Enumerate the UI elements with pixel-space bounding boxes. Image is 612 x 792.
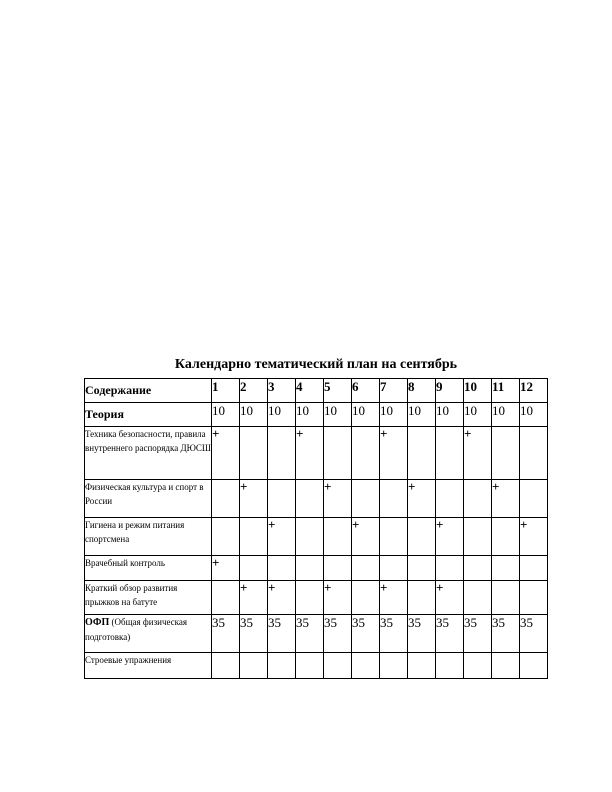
table-cell (520, 480, 548, 518)
table-cell: 10 (436, 403, 464, 427)
table-cell: 35 (240, 615, 268, 653)
row-label-bold: ОФП (85, 617, 110, 628)
header-day-cell: 6 (352, 379, 380, 403)
table-cell: 35 (212, 615, 240, 653)
table-cell: + (408, 480, 436, 518)
table-cell (464, 581, 492, 615)
table-cell (380, 556, 408, 581)
header-day-cell: 10 (464, 379, 492, 403)
row-label-rest: (Общая физическая подготовка) (85, 617, 188, 642)
table-cell (492, 581, 520, 615)
table-cell (408, 653, 436, 679)
table-cell (464, 518, 492, 556)
table-row (85, 581, 548, 615)
table-row (85, 427, 548, 480)
table-cell (324, 427, 352, 480)
row-label: Физическая культура и спорт в России (85, 480, 212, 518)
table-cell: 10 (520, 403, 548, 427)
table-cell: 10 (240, 403, 268, 427)
table-row (85, 518, 548, 556)
table-cell (240, 518, 268, 556)
header-day-cell: 4 (296, 379, 324, 403)
table-cell: 10 (380, 403, 408, 427)
table-cell: 35 (464, 615, 492, 653)
table-cell (492, 653, 520, 679)
table-cell (380, 518, 408, 556)
table-cell (520, 427, 548, 480)
table-cell: + (268, 581, 296, 615)
table-cell: 10 (268, 403, 296, 427)
row-label (85, 615, 212, 653)
table-cell (408, 556, 436, 581)
table-cell (296, 556, 324, 581)
document-title: Календарно тематический план на сентябрь (174, 357, 458, 372)
table-cell (352, 653, 380, 679)
table-cell (408, 518, 436, 556)
table-cell: 10 (212, 403, 240, 427)
header-day-cell: 3 (268, 379, 296, 403)
header-day-cell: 12 (520, 379, 548, 403)
table-row (85, 480, 548, 518)
table-cell (464, 653, 492, 679)
table-cell: + (352, 518, 380, 556)
table-row-ofp (85, 615, 548, 653)
table-cell (436, 653, 464, 679)
row-label: Врачебный контроль (85, 556, 212, 581)
table-cell: + (324, 480, 352, 518)
table-cell (296, 518, 324, 556)
table-row (85, 556, 548, 581)
table-cell (324, 653, 352, 679)
table-cell: + (324, 581, 352, 615)
table-cell (520, 581, 548, 615)
header-day-cell: 8 (408, 379, 436, 403)
table-cell: 35 (324, 615, 352, 653)
header-day-cell: 5 (324, 379, 352, 403)
table-cell (352, 427, 380, 480)
header-day-cell: 11 (492, 379, 520, 403)
table-cell: + (464, 427, 492, 480)
table-cell (240, 427, 268, 480)
table-cell (492, 427, 520, 480)
table-cell (268, 556, 296, 581)
table-cell (212, 581, 240, 615)
table-cell: + (268, 518, 296, 556)
row-label: Краткий обзор развития прыжков на батуте (85, 581, 212, 615)
table-cell: 10 (296, 403, 324, 427)
table-cell (464, 480, 492, 518)
table-cell (212, 653, 240, 679)
table-cell: 35 (352, 615, 380, 653)
table-cell (492, 518, 520, 556)
table-cell: 10 (324, 403, 352, 427)
table-cell (296, 581, 324, 615)
table-cell (520, 653, 548, 679)
table-cell: 35 (436, 615, 464, 653)
table-header-row (85, 379, 548, 403)
table-cell (436, 427, 464, 480)
table-cell: + (240, 581, 268, 615)
table-cell (268, 480, 296, 518)
row-label: Гигиена и режим питания спортсмена (85, 518, 212, 556)
table-cell (240, 556, 268, 581)
table-cell: 10 (492, 403, 520, 427)
header-day-cell: 1 (212, 379, 240, 403)
table-cell (212, 518, 240, 556)
table-cell (268, 653, 296, 679)
table-cell: 10 (464, 403, 492, 427)
table-cell: + (492, 480, 520, 518)
row-label: Строевые упражнения (85, 653, 212, 679)
table-cell: + (380, 581, 408, 615)
table-cell (352, 480, 380, 518)
header-day-cell: 2 (240, 379, 268, 403)
table-cell: 35 (492, 615, 520, 653)
table-cell (380, 653, 408, 679)
table-cell (324, 518, 352, 556)
table-cell (352, 581, 380, 615)
table-cell (268, 427, 296, 480)
table-cell: 35 (296, 615, 324, 653)
table-cell (520, 556, 548, 581)
header-day-cell: 9 (436, 379, 464, 403)
table-row (85, 653, 548, 679)
table-cell: 10 (352, 403, 380, 427)
table-cell: 10 (408, 403, 436, 427)
table-cell: + (436, 518, 464, 556)
table-cell (492, 556, 520, 581)
table-cell (380, 480, 408, 518)
table-cell: + (380, 427, 408, 480)
row-label: Теория (85, 403, 212, 427)
table-cell (296, 653, 324, 679)
table-cell: 35 (520, 615, 548, 653)
calendar-plan-table (84, 378, 548, 679)
table-cell: 35 (268, 615, 296, 653)
table-cell (352, 556, 380, 581)
table-cell (464, 556, 492, 581)
table-cell: + (520, 518, 548, 556)
table-cell: + (212, 427, 240, 480)
table-cell: + (212, 556, 240, 581)
row-label: Техника безопасности, правила внутреннего распорядка ДЮСШ (85, 427, 212, 480)
table-cell (436, 480, 464, 518)
table-cell: 35 (408, 615, 436, 653)
table-cell: 35 (380, 615, 408, 653)
header-day-cell: 7 (380, 379, 408, 403)
table-cell (324, 556, 352, 581)
table-cell (212, 480, 240, 518)
table-cell (296, 480, 324, 518)
table-cell (408, 427, 436, 480)
header-content-cell: Содержание (85, 379, 212, 403)
table-cell: + (436, 581, 464, 615)
table-cell (240, 653, 268, 679)
table-cell: + (296, 427, 324, 480)
table-row-theory (85, 403, 548, 427)
table-cell: + (240, 480, 268, 518)
table-cell (436, 556, 464, 581)
table-cell (408, 581, 436, 615)
